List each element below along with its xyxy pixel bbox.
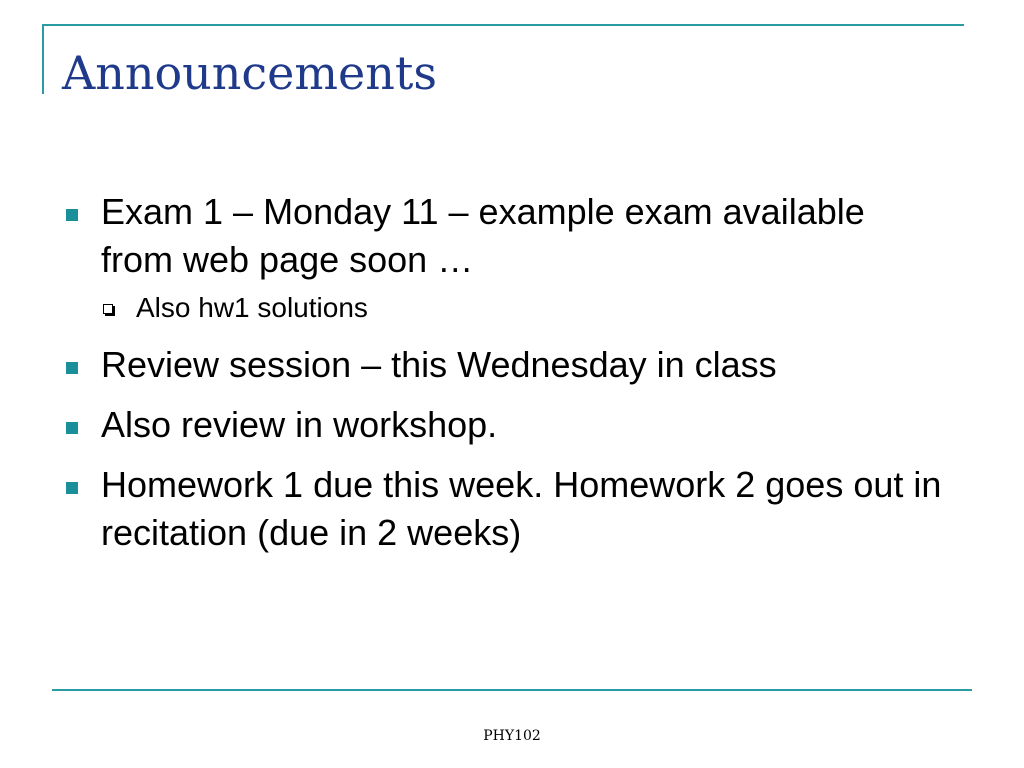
- bullet-text: Exam 1 – Monday 11 – example exam available from web page soon …: [101, 191, 865, 280]
- sub-bullet-item-solutions: [62, 290, 942, 326]
- hollow-square-bullet-icon: [103, 304, 113, 314]
- bullet-text: Review session – this Wednesday in class: [101, 344, 777, 385]
- square-bullet-icon: [66, 482, 78, 494]
- bullet-item-workshop: [62, 401, 942, 449]
- bullet-text: Homework 1 due this week. Homework 2 goes out in recitation (due in 2 weeks): [101, 464, 942, 553]
- square-bullet-icon: [66, 422, 78, 434]
- bullet-item-review-session: [62, 341, 942, 389]
- title-frame-top-rule: [42, 24, 964, 26]
- sub-bullet-text: Also hw1 solutions: [136, 292, 368, 323]
- square-bullet-icon: [66, 209, 78, 221]
- square-bullet-icon: [66, 362, 78, 374]
- footer-rule: [52, 689, 972, 691]
- slide-title: Announcements: [62, 46, 437, 100]
- title-frame-left-rule: [42, 24, 44, 94]
- bullet-list: [62, 188, 942, 569]
- bullet-text: Also review in workshop.: [101, 404, 498, 445]
- bullet-item-exam: [62, 188, 942, 284]
- bullet-item-homework: [62, 461, 942, 557]
- footer-course-label: PHY102: [483, 728, 541, 744]
